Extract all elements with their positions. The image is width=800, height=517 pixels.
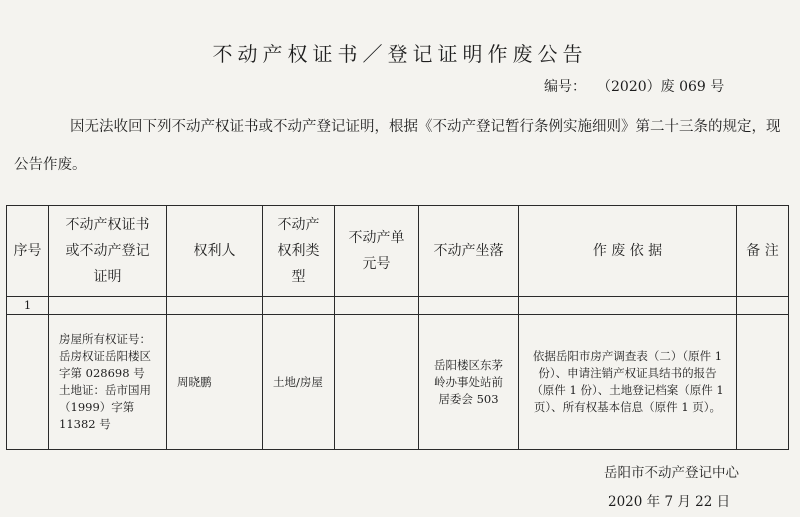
- cell-location: 岳阳楼区东茅岭办事处站前居委会 503: [419, 315, 519, 450]
- row-seq: 1: [7, 297, 49, 315]
- issuer: 岳阳市不动产登记中心: [604, 465, 739, 481]
- document-number-value: （2020）废 069 号: [604, 79, 725, 95]
- intro-paragraph: 因无法收回下列不动产权证书或不动产登记证明，根据《不动产登记暂行条例实施细则》第二十三条的规定，现公告作废。: [14, 119, 781, 173]
- table-row: [7, 315, 789, 450]
- header-cert: 不动产权证书或不动产登记证明: [49, 206, 167, 297]
- header-unit-no: 不动产单元号: [335, 206, 419, 297]
- header-basis: 作 废 依 据: [519, 206, 737, 297]
- cell-basis: 依据岳阳市房产调查表（二）（原件 1 份）、申请注销产权证具结书的报告（原件 1 份）、土地登记档案（原件 1 页）、所有权基本信息（原件 1 页）。: [519, 315, 737, 450]
- header-location: 不动产坐落: [419, 206, 519, 297]
- cell-cert: 房屋所有权证号：岳房权证岳阳楼区字第 028698 号土地证：岳市国用（1999）字第 11382 号: [49, 315, 167, 450]
- cell-right-type: 土地/房屋: [263, 315, 335, 450]
- header-remark: 备 注: [737, 206, 789, 297]
- header-right-type: 不动产权利类型: [263, 206, 335, 297]
- cell-unit-no: [335, 315, 419, 450]
- table-header-row: [7, 206, 789, 297]
- cell-holder: 周晓鹏: [167, 315, 263, 450]
- notice-table: [6, 205, 789, 450]
- issue-date: 2020 年 7 月 22 日: [608, 494, 731, 510]
- document-number-label: 编号：: [544, 79, 586, 95]
- table-index-row: [7, 297, 789, 315]
- header-seq: 序号: [7, 206, 49, 297]
- document-number: [544, 76, 724, 96]
- header-holder: 权利人: [167, 206, 263, 297]
- cell-remark: [737, 315, 789, 450]
- page-title: 不动产权证书／登记证明作废公告: [212, 42, 588, 66]
